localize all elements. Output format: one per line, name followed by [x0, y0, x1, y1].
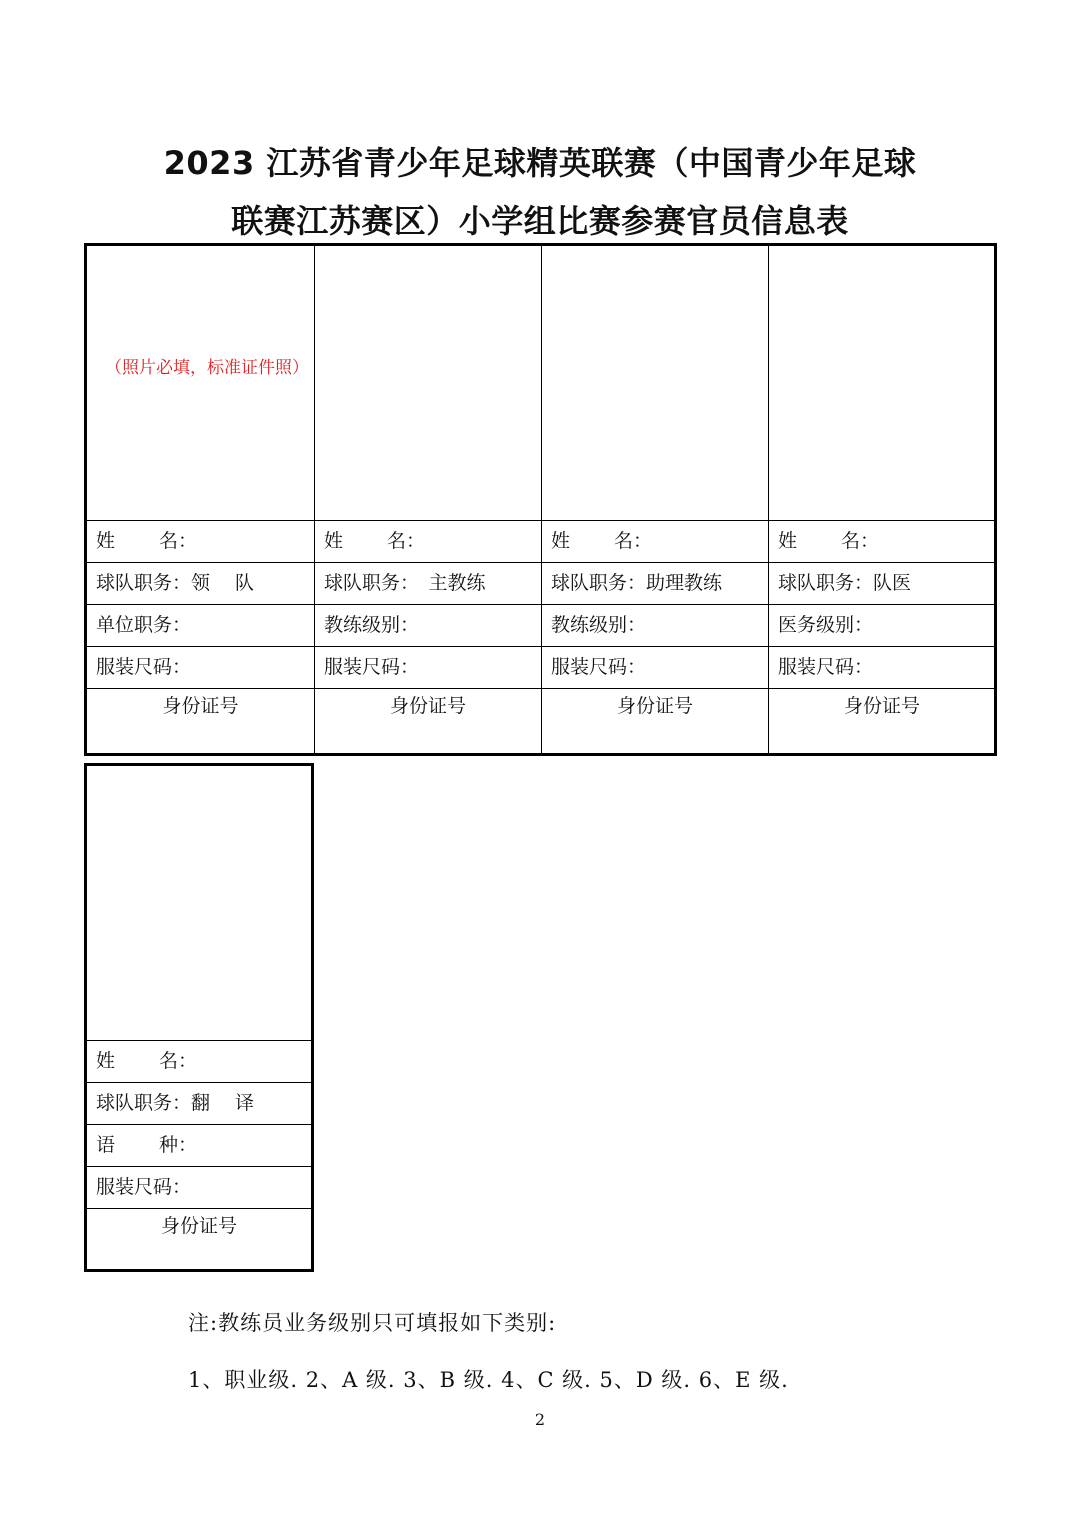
official-column-leader [87, 246, 314, 753]
role-field: 球队职务： 主教练 [315, 563, 541, 605]
language-field[interactable]: 语 种： [87, 1125, 311, 1167]
name-field[interactable]: 姓 名： [87, 1041, 311, 1083]
note-line-1: 注:教练员业务级别只可填报如下类别: [188, 1311, 557, 1335]
role-field: 球队职务：领 队 [87, 563, 314, 605]
officials-table [84, 243, 997, 756]
uniform-size-field[interactable]: 服装尺码： [315, 647, 541, 689]
id-number-field[interactable]: 身份证号 [160, 1215, 237, 1237]
id-number-field[interactable]: 身份证号 [389, 695, 466, 717]
position-field[interactable]: 单位职务： [87, 605, 314, 647]
uniform-size-field[interactable]: 服装尺码： [769, 647, 995, 689]
photo-box[interactable] [315, 246, 541, 521]
name-field[interactable]: 姓 名： [769, 521, 995, 563]
photo-box[interactable] [87, 766, 311, 1041]
photo-box[interactable] [542, 246, 768, 521]
uniform-size-field[interactable]: 服装尺码： [87, 1167, 311, 1209]
page-title-line-1: 2023 江苏省青少年足球精英联赛（中国青少年足球 [163, 144, 917, 182]
uniform-size-field[interactable]: 服装尺码： [87, 647, 314, 689]
translator-table [84, 763, 314, 1272]
coach-level-field[interactable]: 教练级别： [315, 605, 541, 647]
role-field: 球队职务：翻 译 [87, 1083, 311, 1125]
medical-level-field[interactable]: 医务级别： [769, 605, 995, 647]
page-title-line-2: 联赛江苏赛区）小学组比赛参赛官员信息表 [231, 202, 849, 240]
official-column-team-doctor [768, 246, 995, 753]
official-column-head-coach [314, 246, 541, 753]
photo-hint: （照片必填，标准证件照） [105, 358, 309, 378]
name-field[interactable]: 姓 名： [87, 521, 314, 563]
photo-box[interactable] [769, 246, 995, 521]
official-column-translator [87, 766, 311, 1269]
role-field: 球队职务：队医 [769, 563, 995, 605]
role-field: 球队职务：助理教练 [542, 563, 768, 605]
name-field[interactable]: 姓 名： [315, 521, 541, 563]
id-number-field[interactable]: 身份证号 [843, 695, 920, 717]
id-number-field[interactable]: 身份证号 [616, 695, 693, 717]
photo-box[interactable] [87, 246, 314, 521]
id-number-field[interactable]: 身份证号 [162, 695, 239, 717]
page-number: 2 [534, 1410, 546, 1429]
official-column-assistant-coach [541, 246, 768, 753]
uniform-size-field[interactable]: 服装尺码： [542, 647, 768, 689]
note-line-2: 1、职业级. 2、A 级. 3、B 级. 4、C 级. 5、D 级. 6、E 级. [188, 1368, 789, 1392]
name-field[interactable]: 姓 名： [542, 521, 768, 563]
coach-level-field[interactable]: 教练级别： [542, 605, 768, 647]
